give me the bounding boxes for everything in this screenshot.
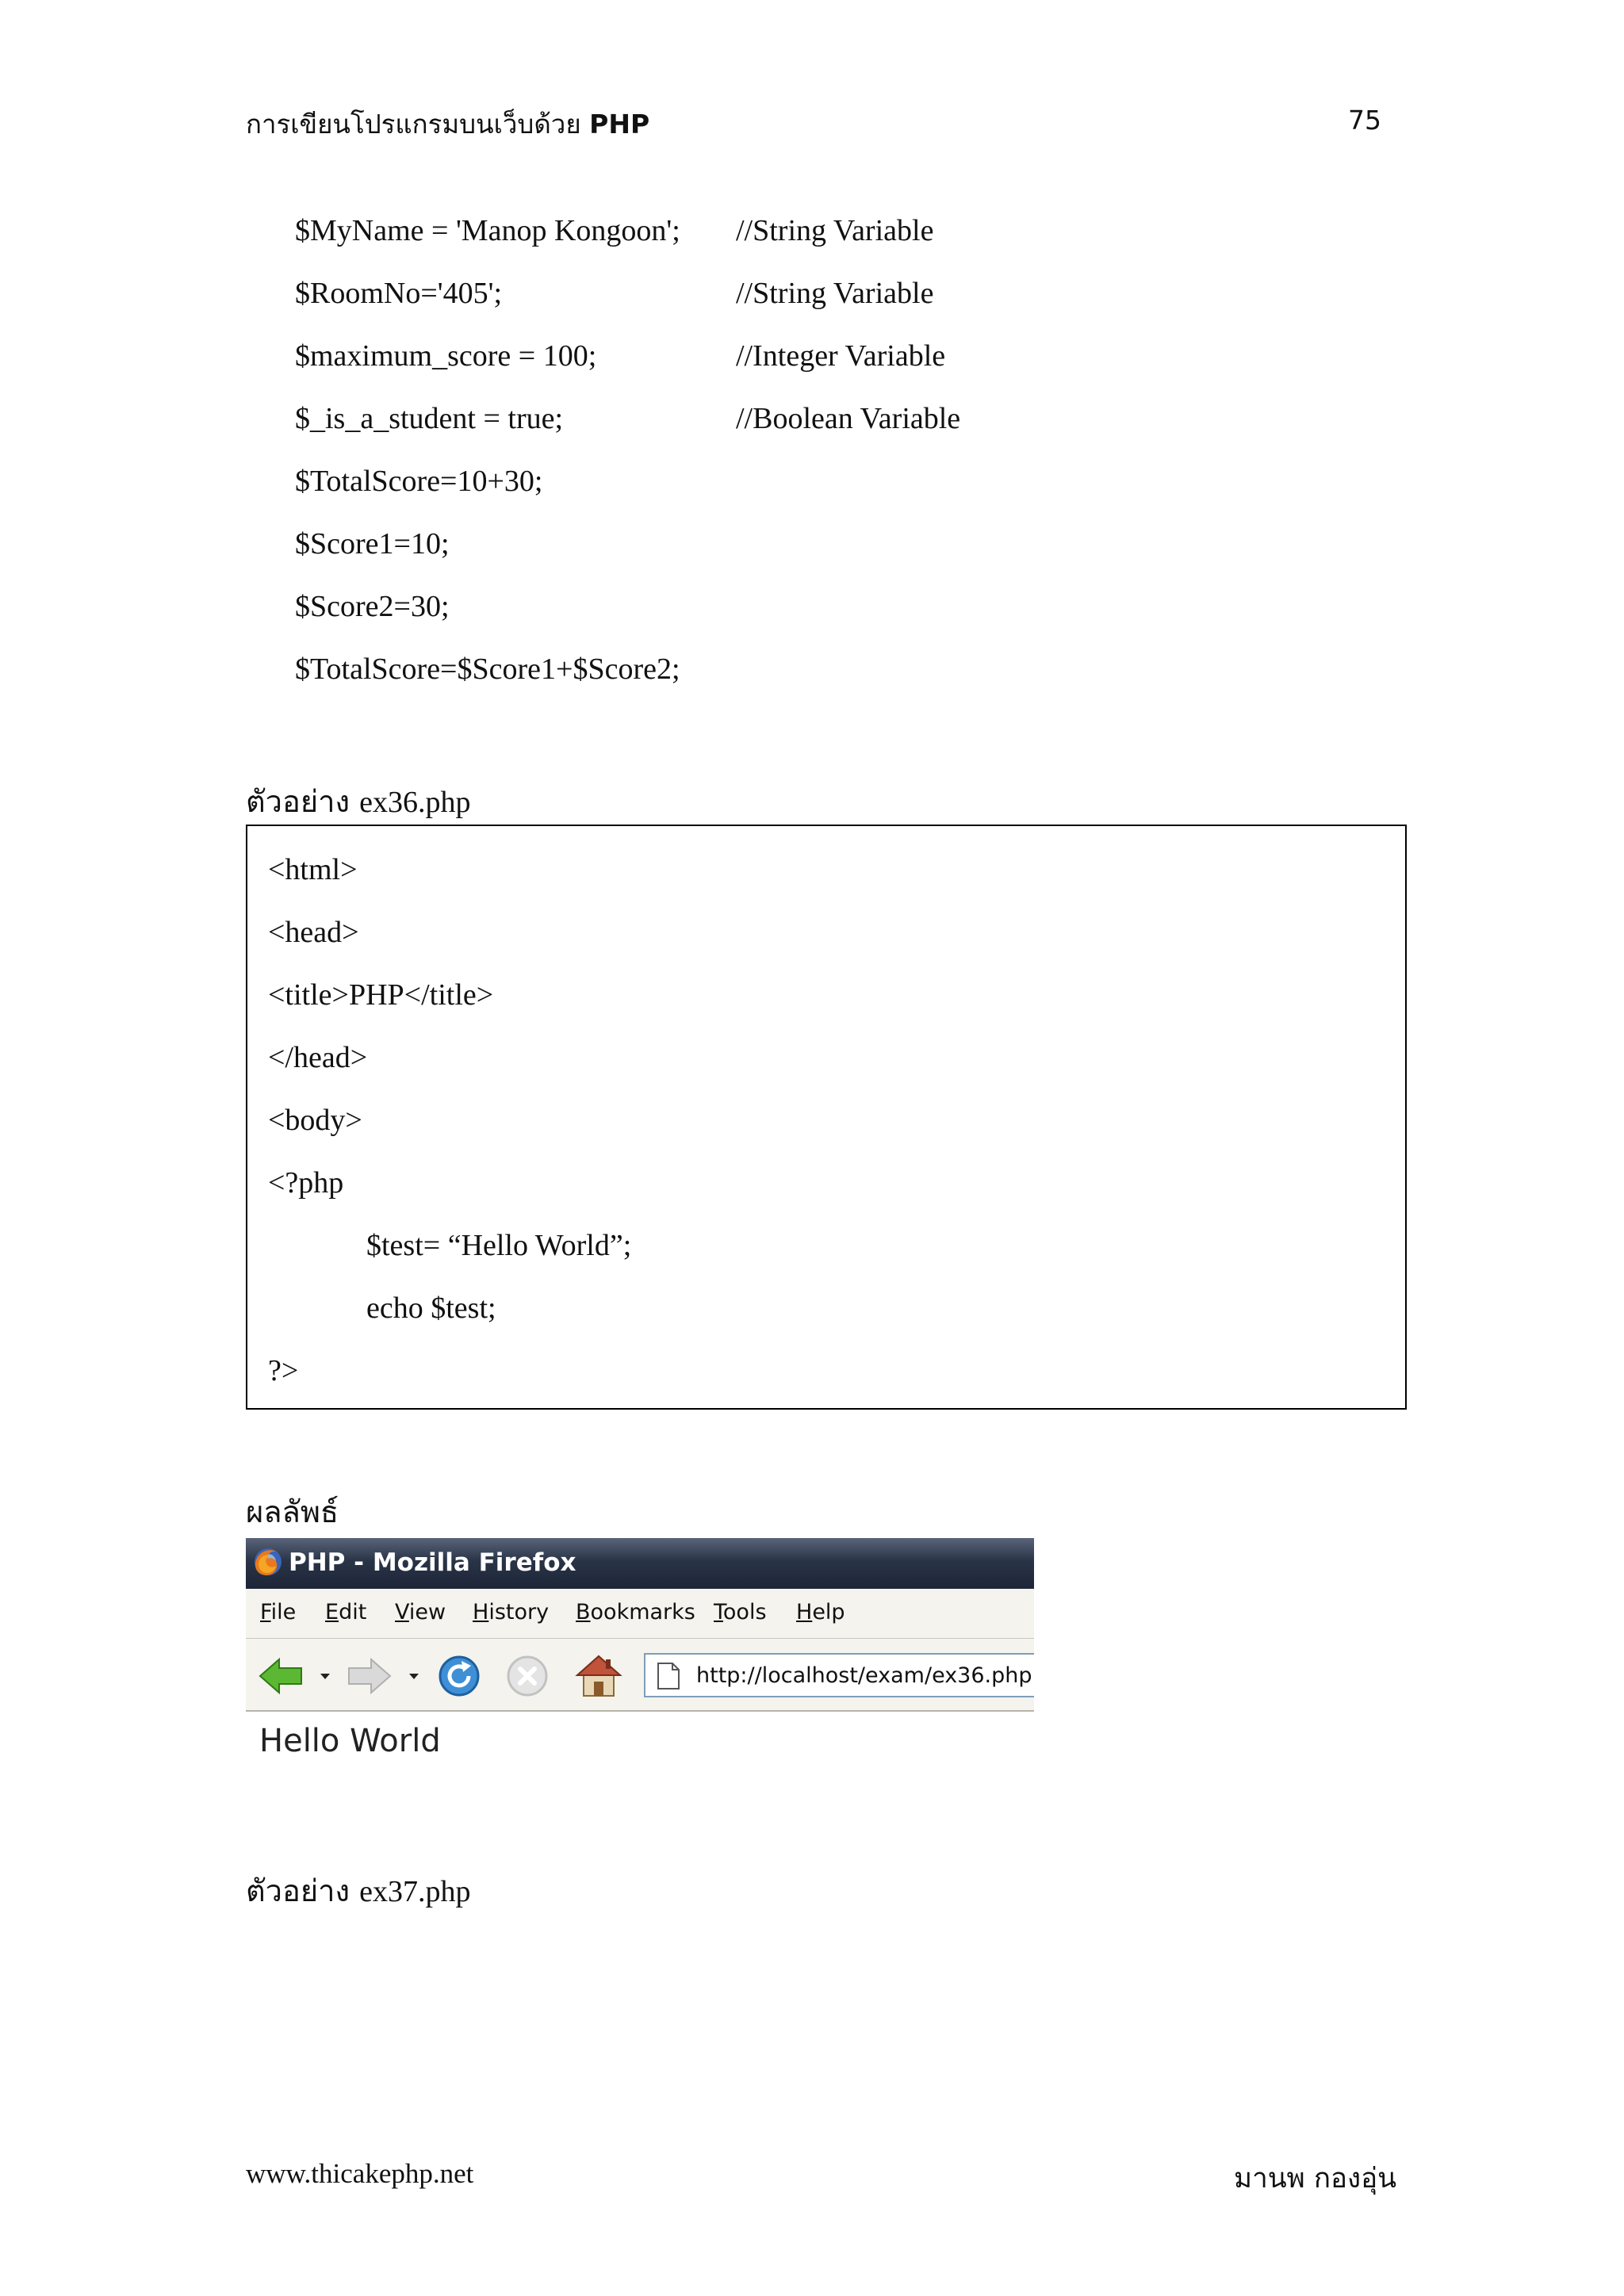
header-title-php: PHP	[589, 109, 650, 140]
browser-content-area	[246, 1712, 1034, 1776]
variable-line: $TotalScore=10+30;	[295, 465, 543, 498]
variable-line: $Score1=10;	[295, 527, 450, 561]
footer-website: www.thicakephp.net	[246, 2158, 474, 2189]
forward-dropdown-icon[interactable]	[409, 1674, 419, 1679]
menu-file[interactable]: File	[260, 1600, 297, 1624]
code-line: </head>	[268, 1041, 368, 1074]
page-number: 75	[1348, 105, 1381, 136]
code-line: <body>	[268, 1104, 362, 1137]
footer-author: มานพ กองอุ่น	[1234, 2163, 1397, 2195]
stop-icon[interactable]	[504, 1653, 550, 1699]
code-line: $test= “Hello World”;	[366, 1229, 632, 1262]
code-line: <head>	[268, 916, 359, 949]
example-caption-thai: ตัวอย่าง	[246, 1873, 350, 1908]
variable-comment: //Integer Variable	[736, 339, 946, 373]
running-header	[246, 103, 649, 145]
code-line: <?php	[268, 1166, 344, 1200]
page-output-text: Hello World	[259, 1723, 441, 1759]
menu-tools[interactable]: Tools	[714, 1600, 767, 1624]
variable-line: $maximum_score = 100;	[295, 339, 597, 373]
code-line: <html>	[268, 853, 358, 886]
menu-history[interactable]: History	[473, 1600, 550, 1624]
variable-comment: //Boolean Variable	[736, 402, 961, 435]
menu-help[interactable]: Help	[796, 1600, 845, 1624]
menu-bookmarks[interactable]: Bookmarks	[576, 1600, 695, 1624]
variable-line: $RoomNo='405';	[295, 277, 503, 310]
back-arrow-icon[interactable]	[257, 1656, 304, 1696]
variable-line: $_is_a_student = true;	[295, 402, 564, 435]
code-line: ?>	[268, 1354, 299, 1387]
menu-view[interactable]: View	[395, 1600, 446, 1624]
browser-window-screenshot	[246, 1538, 1034, 1776]
variable-line: $Score2=30;	[295, 590, 450, 623]
reload-icon[interactable]	[436, 1653, 482, 1699]
variable-comment: //String Variable	[736, 277, 934, 310]
code-listing-box	[246, 825, 1407, 1410]
menu-edit[interactable]: Edit	[325, 1600, 367, 1624]
code-line: echo $test;	[366, 1292, 496, 1325]
example-caption	[246, 1866, 470, 1915]
forward-arrow-icon[interactable]	[346, 1656, 393, 1696]
example-caption-file: ex37.php	[359, 1875, 471, 1908]
variable-comment: //String Variable	[736, 214, 934, 247]
variable-line: $MyName = 'Manop Kongoon';	[295, 214, 680, 247]
result-caption: ผลลัพธ์	[246, 1494, 339, 1529]
browser-titlebar	[246, 1538, 1034, 1589]
browser-menubar	[246, 1589, 1034, 1639]
code-line: <title>PHP</title>	[268, 978, 494, 1012]
variable-line: $TotalScore=$Score1+$Score2;	[295, 652, 680, 686]
example-caption-thai: ตัวอย่าง	[246, 784, 350, 819]
browser-window-title: PHP - Mozilla Firefox	[289, 1548, 576, 1577]
home-icon[interactable]	[574, 1651, 623, 1699]
page-icon	[657, 1662, 680, 1690]
example-caption	[246, 777, 470, 825]
url-text: http://localhost/exam/ex36.php	[696, 1663, 1032, 1688]
example-caption-file: ex36.php	[359, 786, 471, 819]
header-title-thai: การเขียนโปรแกรมบนเว็บด้วย	[246, 109, 581, 140]
navigation-toolbar	[246, 1639, 1034, 1712]
back-dropdown-icon[interactable]	[320, 1674, 330, 1679]
address-bar[interactable]	[644, 1653, 1034, 1697]
firefox-logo-icon	[252, 1546, 284, 1578]
